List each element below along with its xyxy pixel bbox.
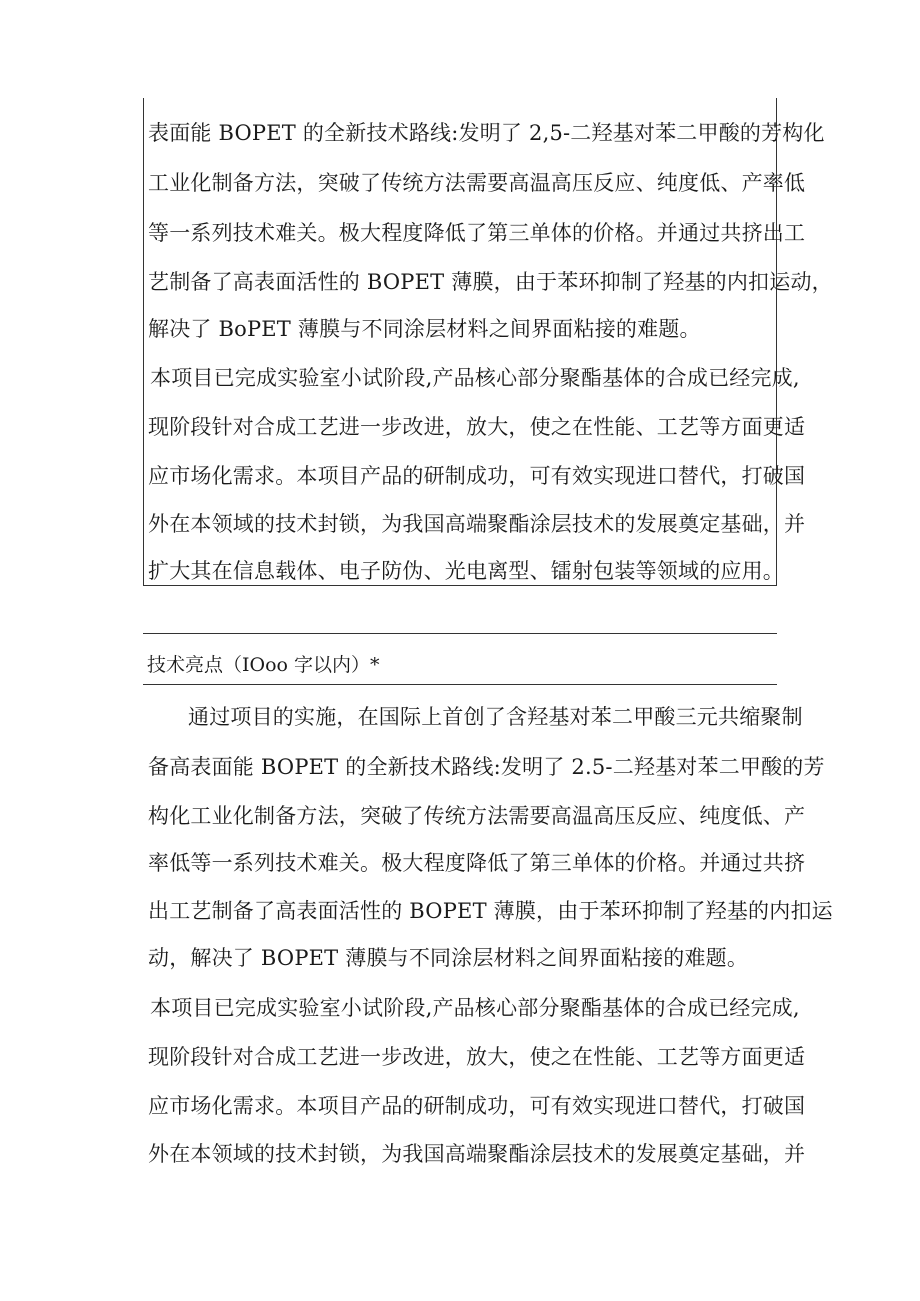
body-line-6: 动，解决了 BOPET 薄膜与不同涂层材料之间界面粘接的难题。	[148, 946, 749, 970]
box-line-5: 解决了 BoPET 薄膜与不同涂层材料之间界面粘接的难题。	[148, 317, 701, 341]
box-line-2: 工业化制备方法，突破了传统方法需要高温高压反应、纯度低、产率低	[148, 171, 806, 195]
box-line-10: 扩大其在信息载体、电子防伪、光电离型、镭射包装等领域的应用。	[148, 559, 784, 583]
section-heading-rule	[143, 684, 777, 685]
box-line-4: 艺制备了高表面活性的 BOPET 薄膜，由于苯环抑制了羟基的内扣运动，	[148, 270, 833, 294]
box-line-7: 现阶段针对合成工艺进一步改进，放大，使之在性能、工艺等方面更适	[148, 415, 806, 439]
box-line-3: 等一系列技术难关。极大程度降低了第三单体的价格。并通过共挤出工	[148, 221, 806, 245]
section-heading: 技术亮点（IOoo 字以内）*	[147, 654, 380, 676]
box-line-8: 应市场化需求。本项目产品的研制成功，可有效实现进口替代，打破国	[148, 464, 806, 488]
body-line-10: 外在本领域的技术封锁，为我国高端聚酯涂层技术的发展奠定基础，并	[148, 1142, 806, 1166]
body-line-9: 应市场化需求。本项目产品的研制成功，可有效实现进口替代，打破国	[148, 1094, 806, 1118]
box-line-9: 外在本领域的技术封锁，为我国高端聚酯涂层技术的发展奠定基础，并	[148, 512, 806, 536]
box-line-1: 表面能 BOPET 的全新技术路线:发明了 2,5-二羟基对苯二甲酸的芳构化	[148, 121, 825, 145]
section-top-rule	[143, 633, 777, 634]
body-line-7: 本项目已完成实验室小试阶段,产品核心部分聚酯基体的合成已经完成,	[150, 996, 800, 1020]
body-line-1: 通过项目的实施，在国际上首创了含羟基对苯二甲酸三元共缩聚制	[188, 705, 803, 729]
body-line-3: 构化工业化制备方法，突破了传统方法需要高温高压反应、纯度低、产	[148, 804, 806, 828]
box-line-6: 本项目已完成实验室小试阶段,产品核心部分聚酯基体的合成已经完成,	[150, 366, 800, 390]
body-line-4: 率低等一系列技术难关。极大程度降低了第三单体的价格。并通过共挤	[148, 851, 806, 875]
body-line-2: 备高表面能 BOPET 的全新技术路线:发明了 2.5-二羟基对苯二甲酸的芳	[148, 755, 825, 779]
body-line-5: 出工艺制备了高表面活性的 BOPET 薄膜，由于苯环抑制了羟基的内扣运	[148, 899, 833, 923]
body-line-8: 现阶段针对合成工艺进一步改进，放大，使之在性能、工艺等方面更适	[148, 1045, 806, 1069]
